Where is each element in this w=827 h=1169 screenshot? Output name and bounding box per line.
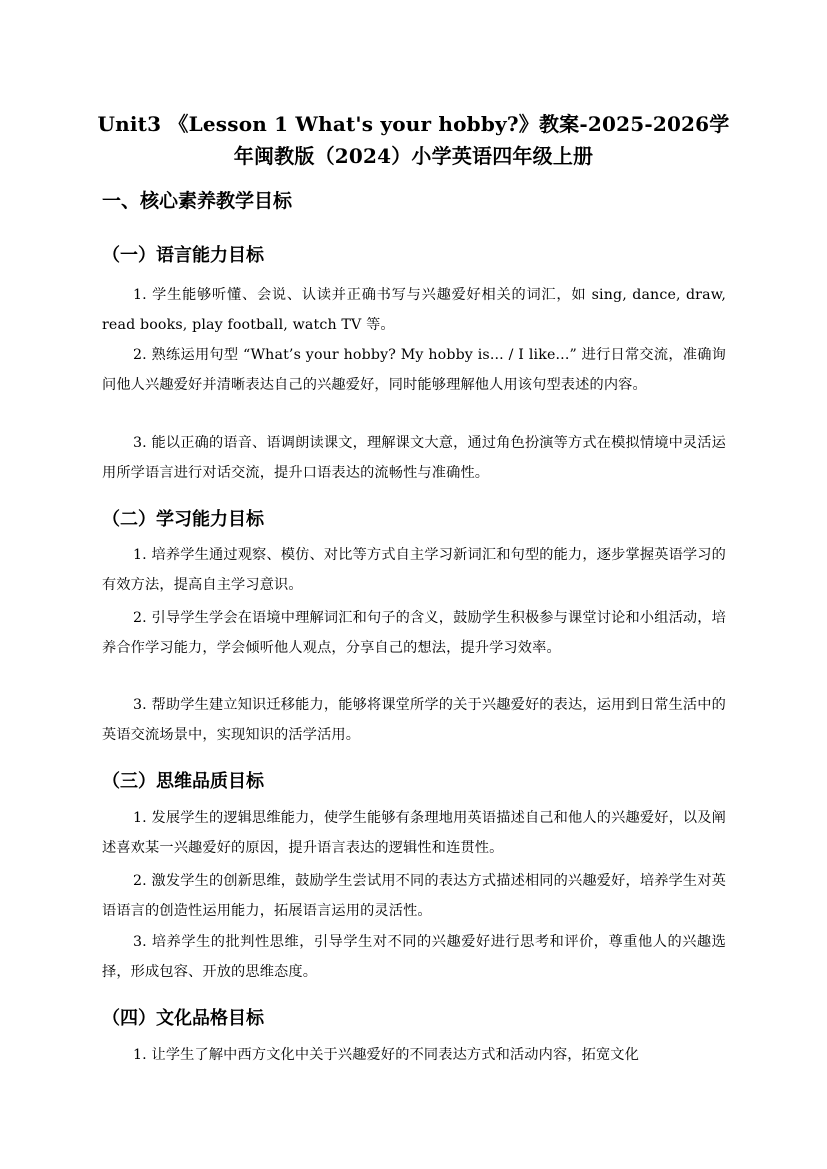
- paragraph: 1. 培养学生通过观察、模仿、对比等方式自主学习新词汇和句型的能力，逐步掌握英语学习的有效方法，提高自主学习意识。: [102, 547, 726, 593]
- paragraph: 1. 让学生了解中西方文化中关于兴趣爱好的不同表达方式和活动内容，拓宽文化: [133, 1047, 639, 1063]
- paragraph: 2. 引导学生学会在语境中理解词汇和句子的含义，鼓励学生积极参与课堂讨论和小组活动，培养合作学习能力，学会倾听他人观点，分享自己的想法，提升学习效率。: [102, 610, 726, 656]
- paragraph: 3. 帮助学生建立知识迁移能力，能够将课堂所学的关于兴趣爱好的表达，运用到日常生活中的英语交流场景中，实现知识的活学活用。: [102, 697, 726, 743]
- section-heading-core-objectives: 一、核心素养教学目标: [102, 190, 293, 212]
- subheading-cultural-character: （四）文化品格目标: [102, 1008, 264, 1029]
- paragraph: 2. 熟练运用句型 “What’s your hobby? My hobby is... / I like...” 进行日常交流，准确询问他人兴趣爱好并清晰表达自己的兴趣爱好，同时能够理解他人用该句型表述的内容。: [102, 347, 726, 393]
- subheading-thinking-quality: （三）思维品质目标: [102, 771, 264, 792]
- document-title: Unit3 《Lesson 1 What's your hobby?》教案-2025-2026学年闽教版（2024）小学英语四年级上册: [97, 112, 730, 168]
- paragraph: 2. 激发学生的创新思维，鼓励学生尝试用不同的表达方式描述相同的兴趣爱好，培养学生对英语语言的创造性运用能力，拓展语言运用的灵活性。: [102, 873, 726, 919]
- subheading-learning-ability: （二）学习能力目标: [102, 509, 264, 530]
- paragraph: 3. 能以正确的语音、语调朗读课文，理解课文大意，通过角色扮演等方式在模拟情境中灵活运用所学语言进行对话交流，提升口语表达的流畅性与准确性。: [102, 435, 726, 481]
- paragraph: 3. 培养学生的批判性思维，引导学生对不同的兴趣爱好进行思考和评价，尊重他人的兴趣选择，形成包容、开放的思维态度。: [102, 934, 726, 980]
- subheading-language-ability: （一）语言能力目标: [102, 245, 264, 266]
- paragraph: 1. 学生能够听懂、会说、认读并正确书写与兴趣爱好相关的词汇，如 sing, dance, draw, read books, play football, watch TV 等。: [102, 287, 726, 333]
- paragraph: 1. 发展学生的逻辑思维能力，使学生能够有条理地用英语描述自己和他人的兴趣爱好，以及阐述喜欢某一兴趣爱好的原因，提升语言表达的逻辑性和连贯性。: [102, 810, 726, 856]
